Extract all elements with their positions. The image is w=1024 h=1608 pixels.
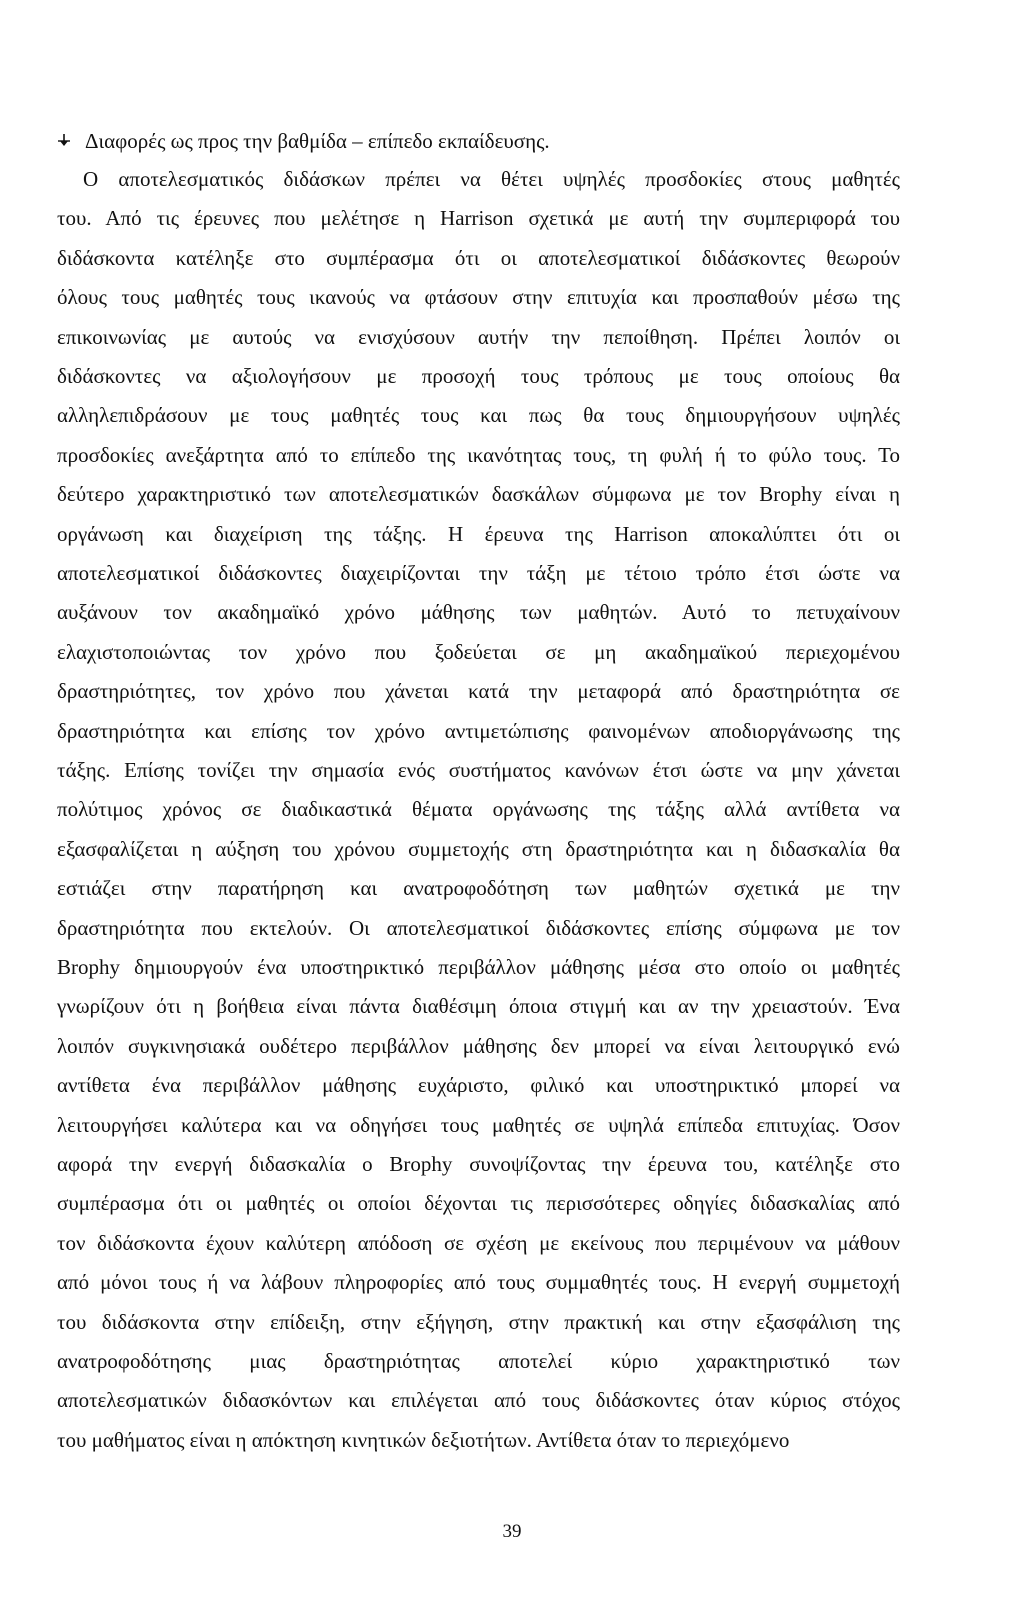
text-line: διδάσκοντες να αξιολογήσουν με προσοχή τους τρόπους με τους οποίους θα <box>57 364 900 388</box>
text-line: του μαθήματος είναι η απόκτηση κινητικών δεξιοτήτων. Αντίθετα όταν το περιεχόμενο <box>57 1428 790 1452</box>
text-line: προσδοκίες ανεξάρτητα από το επίπεδο της ικανότητας τους, τη φυλή ή το φύλο τους. Το <box>57 443 900 467</box>
text-line: αποτελεσματικοί διδάσκοντες διαχειρίζονται την τάξη με τέτοιο τρόπο έτσι ώστε να <box>57 561 900 585</box>
text-line: διδάσκοντα κατέληξε στο συμπέρασμα ότι οι αποτελεσματικοί διδάσκοντες θεωρούν <box>57 246 900 270</box>
text-line: επικοινωνίας με αυτούς να ενισχύσουν αυτήν την πεποίθηση. Πρέπει λοιπόν οι <box>57 325 900 349</box>
page-number: 39 <box>502 1521 522 1542</box>
text-line: πολύτιμος χρόνος σε διαδικαστικά θέματα οργάνωσης της τάξης αλλά αντίθετα να <box>57 797 900 821</box>
text-line: αφορά την ενεργή διδασκαλία ο Brophy συνοψίζοντας την έρευνα του, κατέληξε στο <box>57 1152 900 1176</box>
text-line: όλους τους μαθητές τους ικανούς να φτάσουν στην επιτυχία και προσπαθούν μέσω της <box>57 285 900 309</box>
text-line: του διδάσκοντα στην επίδειξη, στην εξήγηση, στην πρακτική και στην εξασφάλιση της <box>57 1310 900 1334</box>
text-line: αντίθετα ένα περιβάλλον μάθησης ευχάριστο, φιλικό και υποστηρικτικό μπορεί να <box>57 1073 900 1097</box>
section-heading-text: Διαφορές ως προς την βαθμίδα – επίπεδο εκπαίδευσης. <box>85 129 550 153</box>
arrow-down-bullet-icon <box>57 133 71 147</box>
text-line: εστιάζει στην παρατήρηση και ανατροφοδότηση των μαθητών σχετικά με την <box>57 876 900 900</box>
text-line: αυξάνουν τον ακαδημαϊκό χρόνο μάθησης των μαθητών. Αυτό το πετυχαίνουν <box>57 600 900 624</box>
text-line: λειτουργήσει καλύτερα και να οδηγήσει τους μαθητές σε υψηλά επίπεδα επιτυχίας. Όσον <box>57 1113 900 1137</box>
text-line: αποτελεσματικών διδασκόντων και επιλέγεται από τους διδάσκοντες όταν κύριος στόχος <box>57 1388 900 1412</box>
text-line: τον διδάσκοντα έχουν καλύτερη απόδοση σε σχέση με εκείνους που περιμένουν να μάθουν <box>57 1231 900 1255</box>
section-heading <box>57 126 550 156</box>
text-line: λοιπόν συγκινησιακά ουδέτερο περιβάλλον μάθησης δεν μπορεί να είναι λειτουργικό ενώ <box>57 1034 900 1058</box>
text-line: Ο αποτελεσματικός διδάσκων πρέπει να θέτει υψηλές προσδοκίες στους μαθητές <box>83 167 900 191</box>
text-line: δεύτερο χαρακτηριστικό των αποτελεσματικών δασκάλων σύμφωνα με τον Brophy είναι η <box>57 482 900 506</box>
text-line: συμπέρασμα ότι οι μαθητές οι οποίοι δέχονται τις περισσότερες οδηγίες διδασκαλίας από <box>57 1191 900 1215</box>
text-line: Brophy δημιουργούν ένα υποστηρικτικό περιβάλλον μάθησης μέσα στο οποίο οι μαθητές <box>57 955 900 979</box>
text-line: δραστηριότητα και επίσης τον χρόνο αντιμετώπισης φαινομένων αποδιοργάνωσης της <box>57 719 900 743</box>
text-line: ανατροφοδότησης μιας δραστηριότητας αποτελεί κύριο χαρακτηριστικό των <box>57 1349 900 1373</box>
text-line: ελαχιστοποιώντας τον χρόνο που ξοδεύεται σε μη ακαδημαϊκού περιεχομένου <box>57 640 900 664</box>
text-line: γνωρίζουν ότι η βοήθεια είναι πάντα διαθέσιμη όποια στιγμή και αν την χρειαστούν. Ένα <box>57 994 900 1018</box>
text-line: του. Από τις έρευνες που μελέτησε η Harrison σχετικά με αυτή την συμπεριφορά του <box>57 206 900 230</box>
text-line: δραστηριότητες, τον χρόνο που χάνεται κατά την μεταφορά από δραστηριότητα σε <box>57 679 900 703</box>
text-line: από μόνοι τους ή να λάβουν πληροφορίες από τους συμμαθητές τους. Η ενεργή συμμετοχή <box>57 1270 900 1294</box>
text-line: εξασφαλίζεται η αύξηση του χρόνου συμμετοχής στη δραστηριότητα και η διδασκαλία θα <box>57 837 900 861</box>
text-line: τάξης. Επίσης τονίζει την σημασία ενός συστήματος κανόνων έτσι ώστε να μην χάνεται <box>57 758 900 782</box>
text-line: οργάνωση και διαχείριση της τάξης. Η έρευνα της Harrison αποκαλύπτει ότι οι <box>57 522 900 546</box>
text-line: δραστηριότητα που εκτελούν. Οι αποτελεσματικοί διδάσκοντες επίσης σύμφωνα με τον <box>57 916 900 940</box>
text-line: αλληλεπιδράσουν με τους μαθητές τους και πως θα τους δημιουργήσουν υψηλές <box>57 403 900 427</box>
